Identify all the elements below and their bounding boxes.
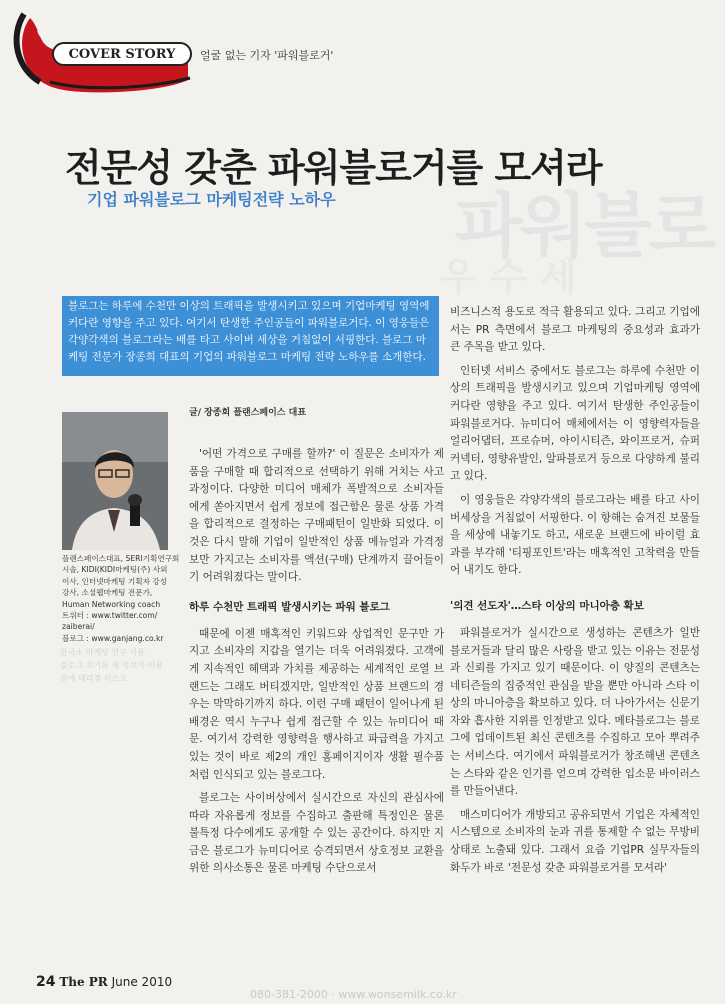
paragraph: 이 영웅들은 각양각색의 블로그라는 배를 타고 사이버세상을 거침없이 서핑한다. 이 항해는 숨겨진 보물들을 세상에 내놓기도 하고, 새로운 브랜드에 바이럴 효과를 부각해 '티핑포인트'라는 매혹적인 고착력을 만들어 내기도 한다. xyxy=(450,493,700,577)
background-text-2: 우 수 세 xyxy=(440,255,577,299)
faded-line: 한국소 마케팅 연구 이용 xyxy=(60,648,145,657)
column-1 xyxy=(189,405,444,884)
section-heading: 하루 수천만 트래픽 발생시키는 파워 블로그 xyxy=(189,600,390,613)
faded-line: 블로그 초기화 제 정보가 이용 xyxy=(60,661,163,670)
section-heading: '의견 선도자'…스타 이상의 마니아층 확보 xyxy=(450,599,644,612)
background-footer-text: 080-381-2000 · www.wonsemilk.co.kr xyxy=(250,988,457,1001)
bio-line: Human Networking coach xyxy=(62,599,161,609)
article-title: 전문성 갖춘 파워블로거를 모셔라 xyxy=(65,146,602,190)
bio-line: 시솔, KIDI(KIDI마케팅(주) 사외 xyxy=(62,565,168,575)
paragraph: 인터넷 서비스 중에서도 블로그는 하루에 수천만 이상의 트래픽을 발생시키고 있으며 기업마케팅 영역에 커다란 영향을 주고 있다. 여기서 탄생한 주인공들이 파워블로거다. 뉴미디어 매체에서는 이 영향력자들을 얼리어댑터, 프로슈머, 아이시티즌, 와이프로거, 슈퍼커넥터, 영향유발인, 알파블로거 등으로 다양하게 불리고 있다. xyxy=(450,364,700,483)
author-bio xyxy=(62,553,180,644)
paragraph: '어떤 가격으로 구매를 할까?' 이 질문은 소비자가 제품을 구매할 때 합리적으로 선택하기 위해 거치는 사고과정이다. 다양한 미디어 매체가 폭발적으로 소비자들에게 쏟아지면서 쉽게 정보에 접근함은 물론 상품 가격을 합리적으로 결정하는 구매패턴이 일반화 되었다. 이것은 다시 말해 기업이 일반적인 상품 메뉴얼과 가격정보만 가지고는 소비자를 액션(구매) 단계까지 끌어들이기 어려워졌다는 말이다. xyxy=(189,448,444,584)
bio-line: 트위터 : www.twitter.com/ xyxy=(62,611,158,621)
paragraph: 블로그는 사이버상에서 실시간으로 자신의 관심사에 따라 자유롭게 정보를 수집하고 출판해 특정인은 물론 불특정 다수에게도 공개할 수 있는 공간이다. 하지만 지금은 블로그가 뉴미디어로 승격되면서 상호정보 교환을 위한 의사소통은 물론 마케팅 수단으로서 xyxy=(189,792,444,875)
section-tagline: 얼굴 없는 기자 '파워블로거' xyxy=(200,49,334,62)
column-2 xyxy=(450,304,700,883)
issue-date: June 2010 xyxy=(111,975,173,989)
author-byline: 글/ 장종희 플랜스페이스 대표 xyxy=(189,408,307,418)
background-ad-text xyxy=(60,646,172,685)
paragraph: 매스미디어가 개방되고 공유되면서 기업은 자체적인 시스템으로 소비자의 눈과 귀를 통제할 수 없는 무방비 상태로 노출돼 있다. 그래서 요즘 기업PR 실무자들의 화두가 바로 '전문성 갖춘 파워블로거를 모셔라' xyxy=(450,808,700,874)
paragraph: 비즈니스적 용도로 적극 활용되고 있다. 그리고 기업에서는 PR 측면에서 블로그 마케팅의 중요성과 효과가 큰 주목을 받고 있다. xyxy=(450,306,700,354)
bio-line: zaiberai/ xyxy=(62,622,95,632)
magazine-name: The PR xyxy=(59,975,108,989)
cover-story-badge: COVER STORY xyxy=(52,42,192,66)
article-subtitle: 기업 파워블로그 마케팅전략 노하우 xyxy=(87,190,336,209)
bio-line: 블로그 : www.ganjang.co.kr xyxy=(62,633,164,643)
author-photo xyxy=(62,412,168,550)
page-number: 24 xyxy=(36,974,56,990)
page-footer xyxy=(36,974,172,990)
bio-line: 플랜스페이스대표, SERI기획연구회 xyxy=(62,554,180,563)
intro-box: 블로그는 하루에 수천만 이상의 트래픽을 발생시키고 있으며 기업마케팅 영역에 커다란 영향을 주고 있다. 여기서 탄생한 주인공들이 파워블로거다. 이 영웅들은 각양각색의 블로그라는 배를 타고 사이버 세상을 거침없이 서핑한다. 블로그 마케팅 전문가 장종희 대표의 기업의 파워블로그 마케팅 전략 노하우를 소개한다. xyxy=(62,296,439,376)
bio-line: 이사, 인터넷마케팅 기획자 강성 xyxy=(62,576,168,586)
faded-line: 관에 대리점 이스고 xyxy=(60,674,127,683)
bio-line: 강사, 소셜웹마케팅 전문가, xyxy=(62,588,153,598)
paragraph: 파워블로거가 실시간으로 생성하는 콘텐츠가 일반 블로거들과 달리 많은 사랑을 받고 있는 이유는 전문성과 신뢰를 가지고 있기 때문이다. 이 양질의 콘텐츠는 네티즌들의 집중적인 관심을 받을 뿐만 아니라 스타 이상의 마니아층을 확보하고 있다. 더 나아가서는 신문기자와 흡사한 지위를 인정받고 있다. 메타블로그는 블로그에 업데이트된 최신 콘텐츠를 수집하고 모아 뿌려주는 서비스다. 여기에서 파워블로거가 창조해낸 콘텐츠는 스타와 같은 인기를 얻으며 강력한 입소문 바이러스를 만들어낸다. xyxy=(450,626,700,798)
paragraph: 때문에 이젠 매혹적인 키워드와 상업적인 문구만 가지고 소비자의 지갑을 열기는 더욱 어려워졌다. 고객에게 지속적인 혜택과 가치를 제공하는 세계적인 로열 브랜드는 그래도 버티겠지만, 일반적인 상품 브랜드의 경우는 막막하기까지 하다. 이런 구매 패턴이 일어나게 된 배경은 역시 누구나 쉽게 접근할 수 있는 뉴미디어 때문. 여기서 강력한 영향력을 행사하고 파급력을 가지고 있는 것이 바로 제2의 개인 홈페이지이자 생활 필수품처럼 인식되고 있는 블로그다. xyxy=(189,627,444,781)
background-text: 파워블로 xyxy=(455,185,714,267)
